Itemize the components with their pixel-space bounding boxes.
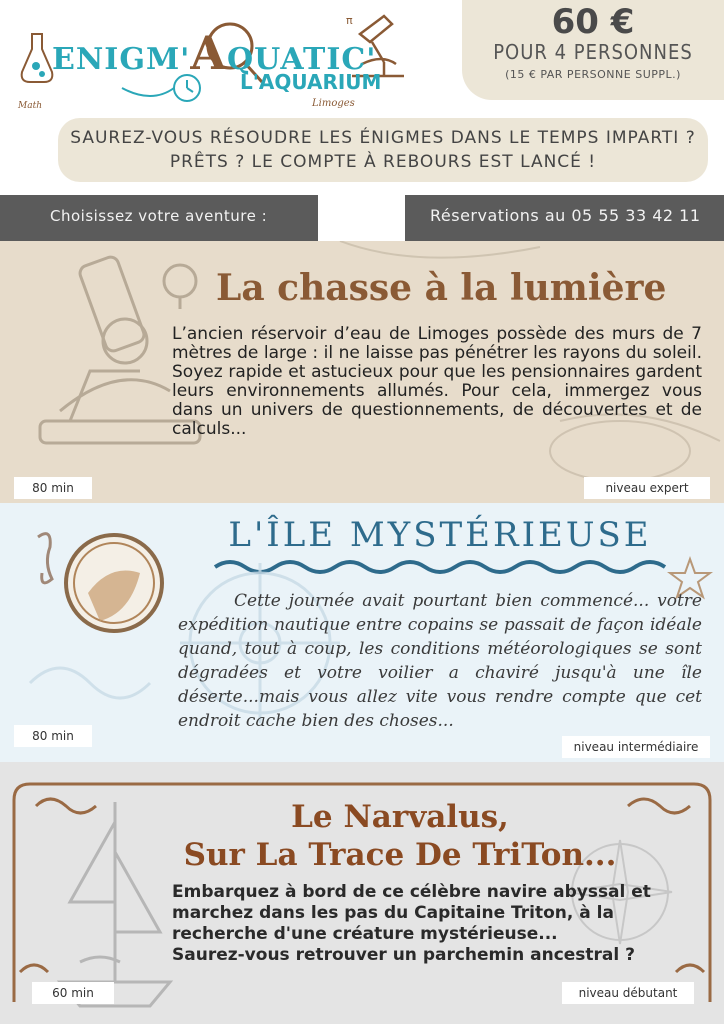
svg-text:π: π	[346, 14, 353, 27]
logo-wordmark: ENIGM'AQUATIC'	[52, 26, 377, 80]
duration-badge: 80 min	[14, 477, 92, 499]
room-title: L'ÎLE MYSTÉRIEUSE	[228, 515, 652, 555]
room-title	[150, 798, 650, 874]
duration-badge: 80 min	[14, 725, 92, 747]
price-persons: POUR 4 PERSONNES	[493, 40, 693, 64]
room-title-line-1: Le Narvalus,	[291, 799, 509, 835]
room-description-line-1: Embarquez à bord de ce célèbre navire abyssal et marchez dans les pas du Capitaine Triton, à la recherche d'une créature mystérieuse...	[172, 882, 651, 944]
room-description: Cette journée avait pourtant bien commencé... votre expédition nautique entre copains se passait de façon idéale quand, tout à coup, les conditions météorologiques se sont dégradées et votre voilier a chaviré jusqu'à une île déserte...mais vous allez vite vous rendre compte que cet endroit cache bien des choses...	[178, 591, 702, 731]
room-description-line-2: Saurez-vous retrouver un parchemin ancestral ?	[172, 945, 636, 965]
tagline-line-2: PRÊTS ? LE COMPTE À REBOURS EST LANCÉ !	[169, 152, 597, 172]
price: 60 €	[551, 2, 635, 42]
price-box	[462, 0, 724, 100]
svg-text:Math: Math	[18, 101, 42, 111]
room-description	[172, 882, 712, 966]
tagline-line-1: SAUREZ-VOUS RÉSOUDRE LES ÉNIGMES DANS LE TEMPS IMPARTI ?	[70, 128, 696, 148]
reservations-bar[interactable]: Réservations au 05 55 33 42 11	[405, 195, 724, 241]
choose-adventure-bar: Choisissez votre aventure :	[0, 195, 318, 241]
logo	[12, 4, 432, 114]
level-badge: niveau débutant	[562, 982, 694, 1004]
header	[0, 0, 724, 195]
duration-badge: 60 min	[32, 982, 114, 1004]
level-badge: niveau expert	[584, 477, 710, 499]
tagline	[58, 118, 708, 182]
logo-subtitle: L'AQUARIUM	[240, 70, 382, 94]
logo-city: Limoges	[312, 98, 355, 109]
room-light-hunt[interactable]	[0, 241, 724, 503]
price-extra: (15 € PAR PERSONNE SUPPL.)	[505, 68, 681, 81]
room-title: La chasse à la lumière	[216, 267, 667, 309]
room-mysterious-island[interactable]	[0, 503, 724, 762]
room-title-line-2: Sur La Trace De TriTon...	[183, 837, 617, 873]
room-narvalus[interactable]	[0, 762, 724, 1024]
room-description: L’ancien réservoir d’eau de Limoges possède des murs de 7 mètres de large : il ne laisse pas pénétrer les rayons du soleil. Soyez rapide et astucieux pour que les pensionnaires gardent leurs environnements allumés. Pour cela, immergez vous dans un univers de questionnements, de découvertes et de calculs...	[172, 324, 702, 439]
level-badge: niveau intermédiaire	[562, 736, 710, 758]
